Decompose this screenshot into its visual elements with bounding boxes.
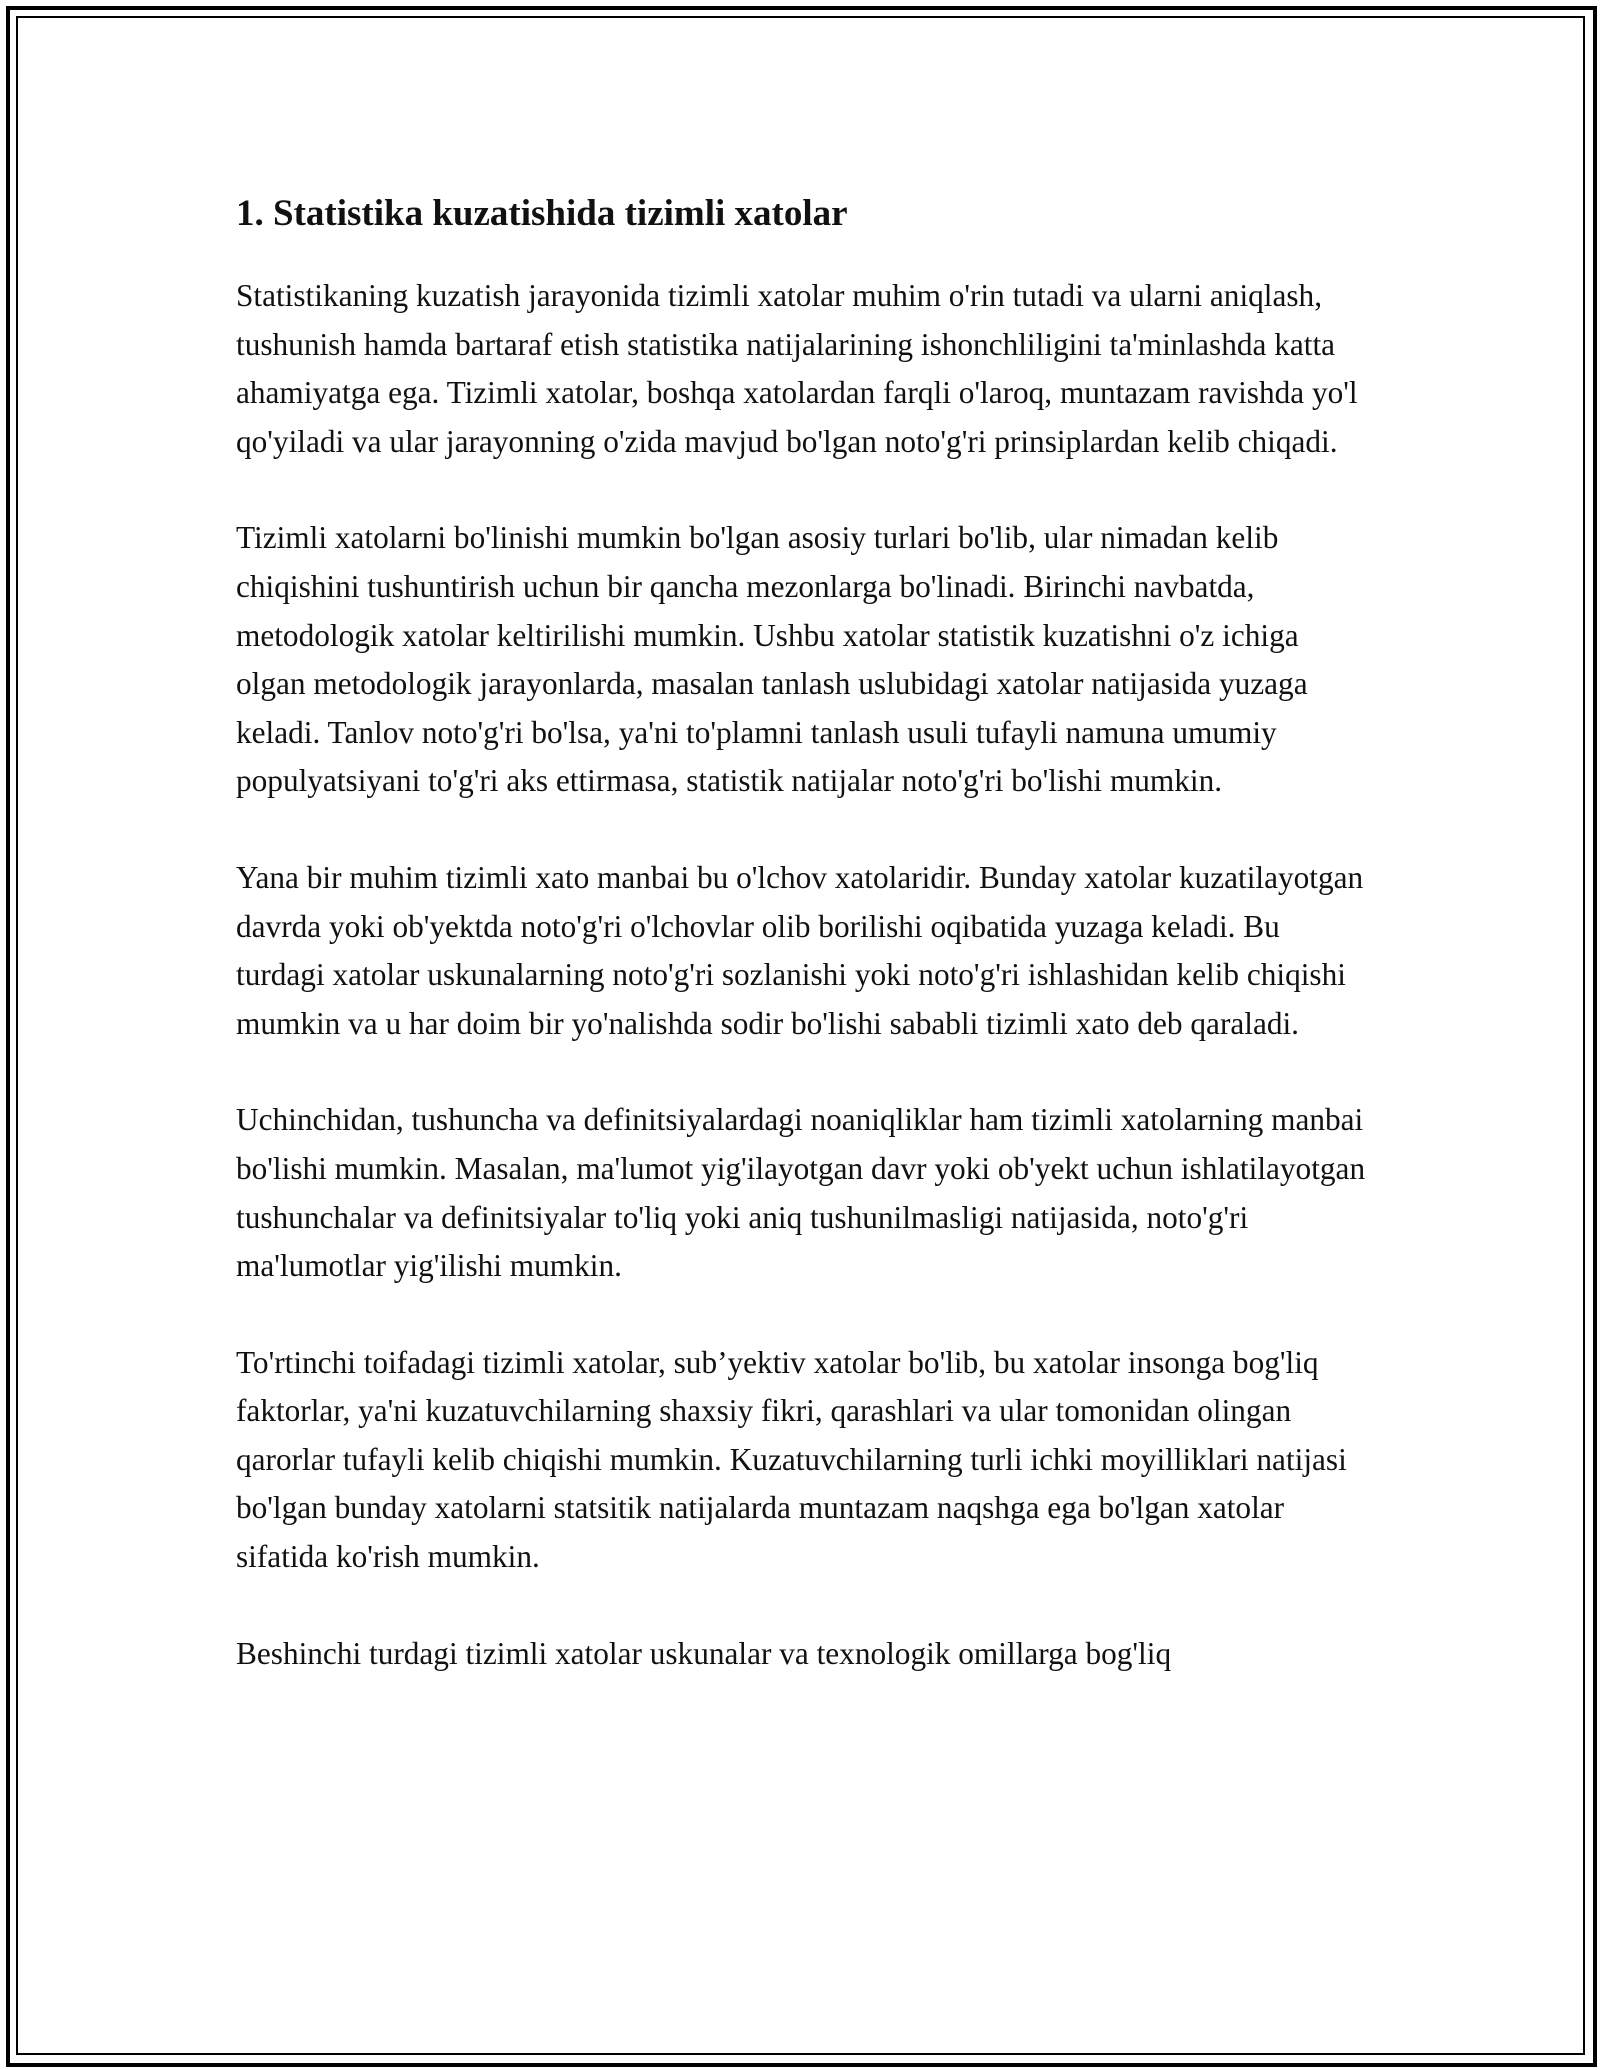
paragraph-6: Beshinchi turdagi tizimli xatolar uskunalar va texnologik omillarga bog'liq <box>236 1635 1172 1671</box>
section-heading: 1. Statistika kuzatishida tizimli xatolar <box>236 193 848 234</box>
paragraph-2: Tizimli xatolarni bo'linishi mumkin bo'lgan asosiy turlari bo'lib, ular nimadan kelib chiqishini tushuntirish uchun bir qancha mezonlarga bo'linadi. Birinchi navbatda, metodologik xatolar keltirilishi mumkin. Ushbu xatolar statistik kuzatishni o'z ichiga olgan metodologik jarayonlarda, masalan tanlash uslubidagi xatolar natijasida yuzaga keladi. Tanlov noto'g'ri bo'lsa, ya'ni to'plamni tanlash usuli tufayli namuna umumiy populyatsiyani to'g'ri aks ettirmasa, statistik natijalar noto'g'ri bo'lishi mumkin. <box>236 520 1308 799</box>
paragraph-4: Uchinchidan, tushuncha va definitsiyalardagi noaniqliklar ham tizimli xatolarning manbai bo'lishi mumkin. Masalan, ma'lumot yig'ilayotgan davr yoki ob'yekt uchun ishlatilayotgan tushunchalar va definitsiyalar to'liq yoki aniq tushunilmasligi natijasida, noto'g'ri ma'lumotlar yig'ilishi mumkin. <box>236 1102 1366 1284</box>
paragraph-3: Yana bir muhim tizimli xato manbai bu o'lchov xatolaridir. Bunday xatolar kuzatilayotgan davrda yoki ob'yektda noto'g'ri o'lchovlar olib borilishi oqibatida yuzaga keladi. Bu turdagi xatolar uskunalarning noto'g'ri sozlanishi yoki noto'g'ri ishlashidan kelib chiqishi mumkin va u har doim bir yo'nalishda sodir bo'lishi sababli tizimli xato deb qaraladi. <box>236 859 1364 1041</box>
document-body <box>236 186 1366 1726</box>
paragraph-5: To'rtinchi toifadagi tizimli xatolar, sub’yektiv xatolar bo'lib, bu xatolar insonga bog'liq faktorlar, ya'ni kuzatuvchilarning shaxsiy fikri, qarashlari va ular tomonidan olingan qarorlar tufayli kelib chiqishi mumkin. Kuzatuvchilarning turli ichki moyilliklari natijasi bo'lgan bunday xatolarni statsitik natijalarda muntazam naqshga ega bo'lgan xatolar sifatida ko'rish mumkin. <box>236 1344 1347 1575</box>
paragraph-1: Statistikaning kuzatish jarayonida tizimli xatolar muhim o'rin tutadi va ularni aniqlash, tushunish hamda bartaraf etish statistika natijalarining ishonchliligini ta'minlashda katta ahamiyatga ega. Tizimli xatolar, boshqa xatolardan farqli o'laroq, muntazam ravishda yo'l qo'yiladi va ular jarayonning o'zida mavjud bo'lgan noto'g'ri prinsiplardan kelib chiqadi. <box>236 278 1358 459</box>
